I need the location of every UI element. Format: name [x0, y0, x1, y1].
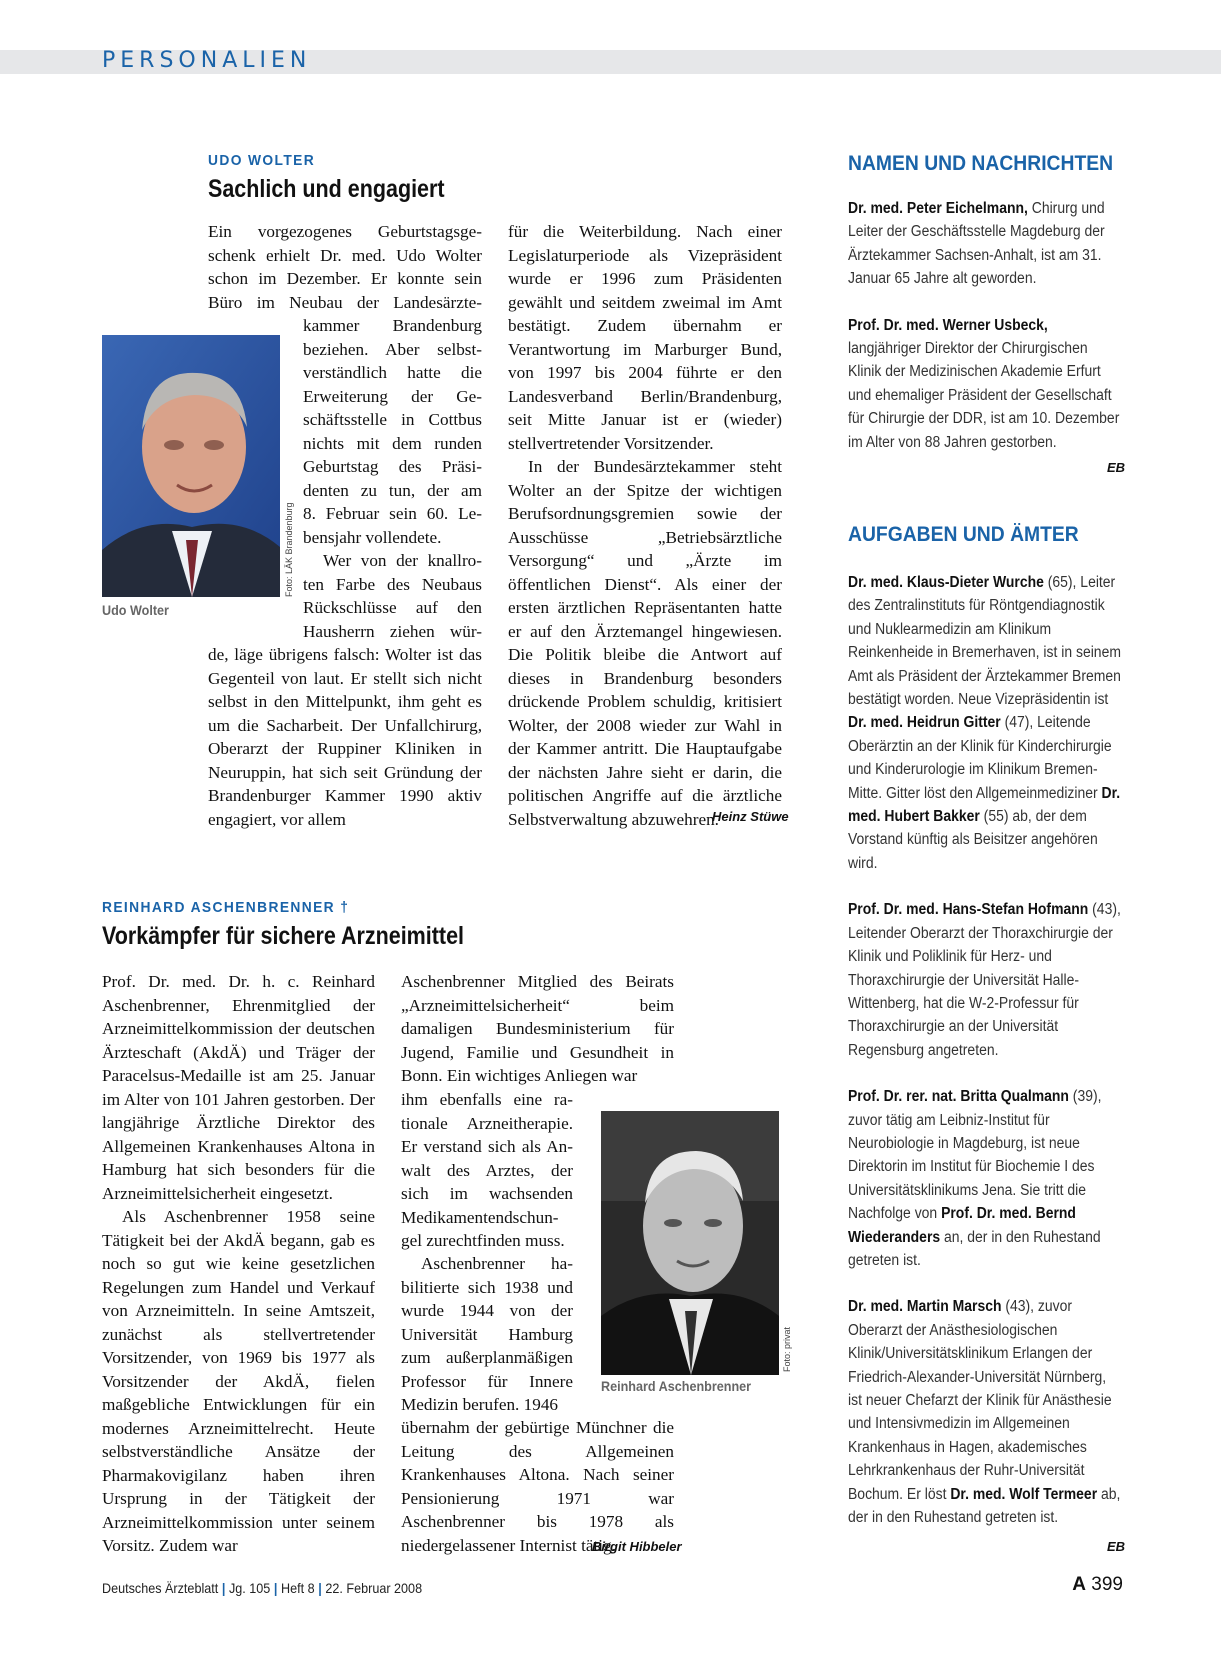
reinhard-aschenbrenner-photo — [601, 1111, 779, 1375]
article1-column1-wrap2: Wer von der knallro- ten Farbe des Neubaus Rückschlüsse auf den Hausherrn ziehen wür- — [303, 551, 482, 641]
sidebar-entry: Prof. Dr. rer. nat. Britta Qualmann (39), zuvor tätig am Leibniz-Institut für Neurobiologie in Magdeburg, ist neue Direktorin im Institut für Biochemie I des Universitätsklinikums Jena. Sie tritt die Nachfolge von Prof. Dr. med. Bernd Wiederanders an, der in den Ruhestand getreten ist. — [848, 1088, 1102, 1269]
sidebar-heading-aufgaben: AUFGABEN UND ÄMTER — [848, 523, 1079, 546]
sidebar-namen-body — [848, 197, 1123, 454]
section-label: PERSONALIEN — [102, 48, 312, 73]
article1-column1-bottom: de, läge übrigens falsch: Wolter ist das Gegenteil von laut. Er stellt sich nicht selbst in den Mittelpunkt, ihm geht es um die Sacharbeit. Der Unfallchirurg, Oberarzt der Ruppiner Kliniken in Neuruppin, hat sich seit Gründung der Brandenburger Kammer 1990 aktiv engagiert, vor allem — [208, 645, 482, 829]
article1-author: Heinz Stüwe — [712, 809, 789, 824]
photo-caption: Udo Wolter — [102, 602, 169, 618]
article2-headline: Vorkämpfer für sichere Arzneimittel — [102, 922, 465, 950]
photo-credit: Foto: LÄK Brandenburg — [284, 502, 294, 597]
photo-caption: Reinhard Aschenbrenner — [601, 1378, 752, 1394]
sidebar-entry: Prof. Dr. med. Hans-Stefan Hofmann (43), Leitender Oberarzt der Thoraxchirurgie der Klinik und Poliklinik für Herz- und Thoraxchirurgie der Universität Halle-Wittenberg, hat die W-2-Professur für Thoraxchirurgie an der Universität Regensburg angetreten. — [848, 901, 1121, 1059]
sidebar-aufgaben-signature: EB — [1107, 1539, 1126, 1554]
article2-kicker: REINHARD ASCHENBRENNER † — [102, 899, 350, 916]
sidebar-namen-signature: EB — [1107, 460, 1126, 475]
photo-credit: Foto: privat — [782, 1326, 792, 1372]
sidebar-entry: Prof. Dr. med. Werner Usbeck, langjähriger Direktor der Chirurgischen Klinik der Medizinischen Akademie Erfurt und ehemaliger Präsident der Gesellschaft für Chirurgie der DDR, ist am 10. Dezember im Alter von 88 Jahren gestorben. — [848, 316, 1120, 451]
article2-column2-top: Aschenbrenner Mitglied des Beirats „Arzneimittelsicherheit“ beim damaligen Bundesministerium für Jugend, Familie und Gesundheit in Bonn. Ein wichtiges Anliegen war — [401, 972, 674, 1085]
sidebar-entry: Dr. med. Peter Eichelmann, Chirurg und Leiter der Geschäftsstelle Magdeburg der Ärztekammer Sachsen-Anhalt, ist am 31. Januar 65 Jahre alt geworden. — [848, 200, 1105, 288]
article1-kicker: UDO WOLTER — [208, 152, 316, 169]
article1-column1-wrap: kammer Brandenburg beziehen. Aber selbst- verständlich hatte die Erweiterung der Ge- schäftsstelle in Cottbus nichts mit dem runden Geburtstag des Präsi- denten zu tun, der am 8. Februar sein 60. Le- bensjahr vollendete. — [303, 316, 482, 547]
sidebar-aufgaben-body — [848, 571, 1123, 1529]
sidebar-heading-namen: NAMEN UND NACHRICHTEN — [848, 152, 1114, 175]
article2-author: Birgit Hibbeler — [592, 1539, 682, 1554]
page-number: A 399 — [1072, 1574, 1123, 1595]
footer-citation: Deutsches Ärzteblatt | Jg. 105 | Heft 8 | 22. Februar 2008 — [102, 1580, 423, 1596]
article1-column2: für die Weiterbildung. Nach einer Legislaturperiode als Vizepräsident wurde er 1996 zum Präsidenten gewählt und seitdem zweimal im Amt bestätigt. Zudem übernahm er Verantwortung im Marburger Bund, von 1997 bis 2004 führte er den Landesverband Berlin/Brandenburg, seit Mitte Januar ist er (wieder) stellvertretender Vorsitzender. In der Bundesärztekammer steht Wolter an der Spitze der wichtigen Berufsordnungsgremien sowie der Ausschüsse „Betriebsärztliche Versorgung“ und „Ärzte im öffentlichen Dienst“. Als einer der ersten ärztlichen Repräsentanten hatte er auf den Ärztemangel hingewiesen. Die Politik bleibe die Antwort auf dieses in Brandenburg besonders drückende Problem schuldig, kritisiert Wolter, der 2008 wieder zur Wahl in der Kammer antritt. Die Hauptaufgabe der nächsten Jahre sieht er darin, die politischen Angriffe auf die ärztliche Selbstverwaltung abzuwehren. — [508, 222, 782, 829]
article2-column2-wrap: ihm ebenfalls eine ra- tionale Arzneitherapie. Er verstand sich als An- walt des Arztes, der sich im wachsenden Medikamentendschun- gel zurechtfinden muss. — [401, 1090, 573, 1250]
article2-column1: Prof. Dr. med. Dr. h. c. Reinhard Aschenbrenner, Ehrenmitglied der Arzneimittelkommission der deutschen Ärzteschaft (AkdÄ) und Träger der Paracelsus-Medaille ist am 25. Januar im Alter von 101 Jahren gestorben. Der langjährige Ärztliche Direktor des Allgemeinen Krankenhauses Altona in Hamburg hat sich besonders für die Arzneimittelsicherheit eingesetzt. Als Aschenbrenner 1958 seine Tätigkeit bei der AkdÄ begann, gab es noch so gut wie keine gesetzlichen Regelungen zum Handel und Verkauf von Arzneimitteln. In seine Amtszeit, zunächst als stellvertretender Vorsitzender, von 1969 bis 1977 als Vorsitzender der AkdÄ, fielen maßgebliche Entwicklungen für ein modernes Arzneimittelrecht. Heute selbstverständliche Ansätze der Pharmakovigilanz haben ihren Ursprung in der Tätigkeit der Arzneimittelkommission unter seinem Vorsitz. Zudem war — [102, 972, 375, 1555]
article2-column2-bottom: übernahm der gebürtige Münchner die Leitung des Allgemeinen Krankenhauses Altona. Nach seiner Pensionierung 1971 war Aschenbrenner bis 1978 als niedergelassener Internist tätig. — [401, 1418, 674, 1555]
article1-column1-top: Ein vorgezogenes Geburtstagsge- schenk erhielt Dr. med. Udo Wolter schon im Dezember. Er konnte sein Büro im Neubau der Landesärzte- — [208, 222, 482, 312]
article2-column2-wrap2: Aschenbrenner ha- bilitierte sich 1938 und wurde 1944 von der Universität Hamburg zum außerplanmäßigen Professor für Innere Medizin berufen. 1946 — [401, 1254, 573, 1414]
sidebar-entry: Dr. med. Klaus-Dieter Wurche (65), Leiter des Zentralinstituts für Röntgendiagnostik und Nuklearmedizin am Klinikum Reinkenheide in Bremerhaven, ist in seinem Amt als Präsident der Ärztekammer Bremen bestätigt worden. Neue Vizepräsidentin ist Dr. med. Heidrun Gitter (47), Leitende Oberärztin an der Klinik für Kinderchirurgie und Kinderurologie im Klinikum Bremen-Mitte. Gitter löst den Allgemeinmediziner Dr. med. Hubert Bakker (55) ab, der dem Vorstand künftig als Beisitzer angehören wird. — [848, 574, 1121, 872]
article1-headline: Sachlich und engagiert — [208, 175, 445, 203]
sidebar-entry: Dr. med. Martin Marsch (43), zuvor Oberarzt der Anästhesiologischen Klinik/Universitätsklinikum Erlangen der Friedrich-Alexander-Universität Nürnberg, ist neuer Chefarzt der Klinik für Anästhesie und Intensivmedizin im Allgemeinen Krankenhaus in Hagen, akademisches Lehrkrankenhaus der Ruhr-Universität Bochum. Er löst Dr. med. Wolf Termeer ab, der in den Ruhestand getreten ist. — [848, 1298, 1121, 1527]
udo-wolter-photo — [102, 335, 280, 597]
